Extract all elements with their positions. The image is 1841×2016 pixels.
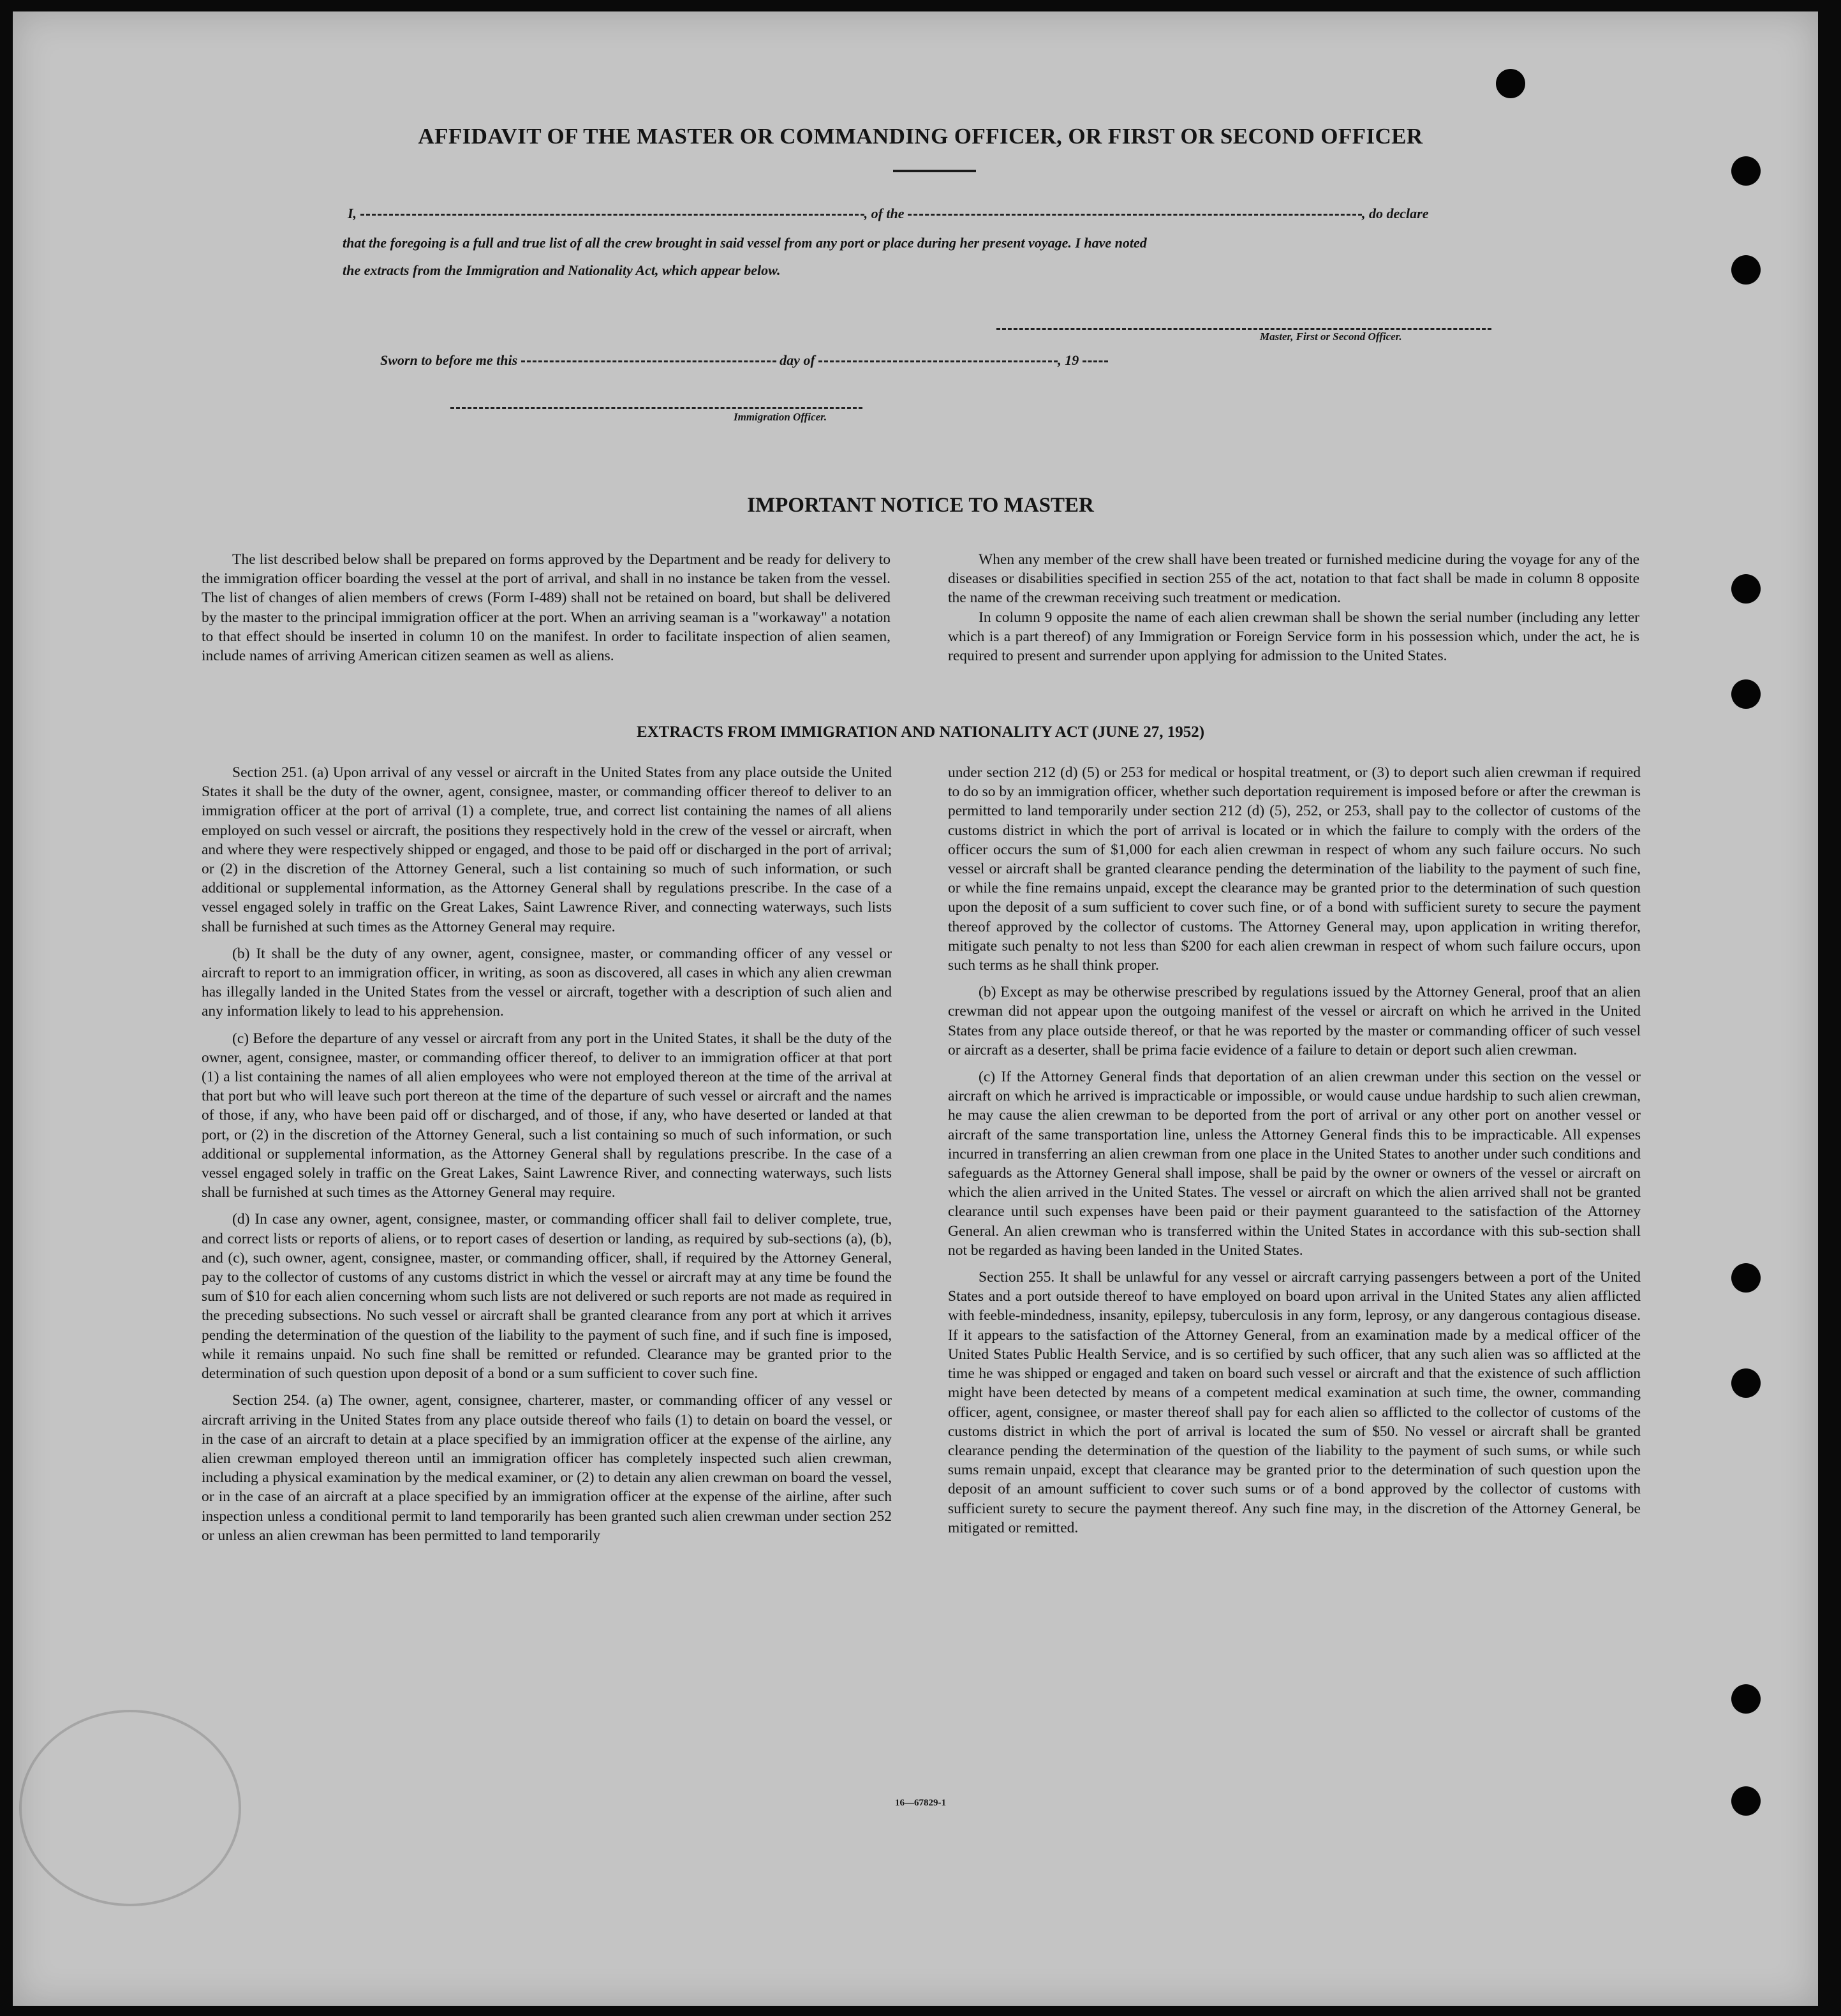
act-section-paragraph: Section 251. (a) Upon arrival of any vessel or aircraft in the United States from any place outside the United States it shall be the duty of the owner, agent, consignee, master, or commanding officer thereof to deliver to an immigration officer at the port of arrival (1) a complete, true, and correct list containing the names of all aliens employed on such vessel or aircraft, the positions they respectively hold in the crew of the vessel or aircraft, when and where they were respectively shipped or engaged, and those to be paid off or discharged in the port of arrival; or (2) in the discretion of the Attorney General, such a list containing so much of such information, or such additional or supplemental information, as the Attorney General shall by regulations prescribe. In the case of a vessel engaged solely in traffic on the Great Lakes, Saint Lawrence River, and connecting waterways, such lists shall be furnished at such times as the Attorney General may require. (202, 764, 892, 935)
affidavit-line-1 (348, 205, 1428, 222)
act-section-paragraph: (b) It shall be the duty of any owner, agent, consignee, master, or commanding officer of any vessel or aircraft to report to an immigration officer, in writing, as soon as discovered, all cases in which any alien crewman has illegally landed in the United States from the vessel or aircraft, together with a description of such alien and any information likely to lead to his apprehension. (202, 945, 892, 1020)
form-number: 16—67829-1 (895, 1798, 946, 1808)
act-section-paragraph: (c) If the Attorney General finds that deportation of an alien crewman under this section on the vessel or aircraft on which he arrived is impracticable or impossible, or would cause undue hardship to such alien crewman, he may cause the alien crewman to be deported from the port of arrival or any other port on another vessel or aircraft of the same transportation line, unless the Attorney General finds this to be impracticable. All expenses incurred in transferring an alien crewman from one place in the United States to another under such conditions and safeguards as the Attorney General shall impose, shall be paid by the owner or owners of the vessel or aircraft on which the alien arrived in the United States. The vessel or aircraft on which the alien arrived shall not be granted clearance until such expenses have been paid or their payment guaranteed to the satisfaction of the Attorney General. An alien crewman who is transferred within the United States in accordance with this sub-section shall not be regarded as having been landed in the United States. (948, 1069, 1641, 1259)
notice-paragraph: When any member of the crew shall have been treated or furnished medicine during the voyage for any of the diseases or disabilities specified in section 255 of the act, notation to that fact shall be made in column 8 opposite the name of the crewman receiving such treatment or medication. (948, 551, 1639, 607)
year-label: , 19 (1058, 352, 1079, 368)
binder-hole (1731, 1684, 1761, 1714)
vessel-field[interactable] (908, 214, 1362, 216)
sworn-year-field[interactable] (1083, 360, 1108, 362)
affidavit-i-label: I, (348, 205, 357, 221)
act-section-paragraph: (b) Except as may be otherwise prescribed by regulations issued by the Attorney General, proof that an alien crewman did not appear upon the outgoing manifest of the vessel or aircraft on which he arrived in the United States from any place outside thereof, or that he was reported by the master or commanding officer of such vessel or aircraft as a deserter, shall be prima facie evidence of a failure to detain or deport such alien crewman. (948, 984, 1641, 1058)
master-signature-label: Master, First or Second Officer. (1260, 330, 1402, 343)
notice-left-column (202, 550, 891, 665)
notice-title: IMPORTANT NOTICE TO MASTER (747, 494, 1094, 517)
binder-hole (1731, 255, 1761, 285)
sworn-line (380, 352, 1108, 369)
act-section-paragraph: (d) In case any owner, agent, consignee, master, or commanding officer shall fail to deliver complete, true, and correct lists or reports of aliens, or to report cases of desertion or landing, as required by sub-sections (a), (b), and (c), such owner, agent, consignee, master, or commanding officer, shall, if required by the Attorney General, pay to the collector of customs of any customs district in which the vessel or aircraft may at any time be found the sum of $10 for each alien concerning whom such lists are not delivered or such reports are not made as required in the preceding subsections. No such vessel or aircraft shall be granted clearance from any port at which it arrives pending the determination of the question of the liability to the payment of such fine, and if such fine is imposed, while it remains unpaid. No such fine shall be remitted or refunded. Clearance may be granted prior to the determination of such question upon deposit of a bond or a sum sufficient to cover such fine. (202, 1211, 892, 1382)
immigration-officer-signature-line[interactable] (450, 407, 862, 409)
notice-right-column (948, 550, 1639, 665)
notice-paragraph: In column 9 opposite the name of each alien crewman shall be shown the serial number (including any letter which is a part thereof) of any Immigration or Foreign Service form in his possession which, under the act, he is required to present and surrender upon applying for admission to the United States. (948, 609, 1639, 665)
binder-hole (1731, 1263, 1761, 1293)
master-signature-line[interactable] (996, 328, 1491, 330)
extracts-left-column (202, 763, 892, 1553)
act-section-paragraph: under section 212 (d) (5) or 253 for medical or hospital treatment, or (3) to deport such alien crewman if required to do so by an immigration officer, whether such deportation requirement is imposed before or after the crewman is permitted to land temporarily under section 212 (d) (5), 252, or 253, shall pay to the collector of customs of the customs district in which the port of arrival is located or in which the failure to comply with the orders of the officer occurs the sum of $1,000 for each alien crewman in respect of whom any such failure occurs. No such vessel or aircraft shall be granted clearance pending the determination of the liability to the payment of such fine, or while the fine remains unpaid, except the clearance may be granted prior to the determination of such question upon the deposit of a sum sufficient to cover such fine, or of a bond with sufficient surety to secure the payment thereof approved by the collector of customs. The Attorney General may, upon application in writing therefor, mitigate such penalty to not less than $200 for each alien crewman in respect of whom such failure occurs, upon such terms as he shall think proper. (948, 764, 1641, 974)
notice-paragraph: The list described below shall be prepared on forms approved by the Department and be ready for delivery to the immigration officer boarding the vessel at the port of arrival, and shall in no instance be taken from the vessel. The list of changes of alien members of crews (Form I-489) shall not be retained on board, but shall be delivered by the master to the principal immigration officer at the port. When an arriving seaman is a "workaway" a notation to that effect should be inserted in column 10 on the manifest. In order to facilitate inspection of alien seamen, include names of arriving American citizen seamen as well as aliens. (202, 551, 891, 665)
binder-hole (1731, 679, 1761, 709)
affidavit-line-3: the extracts from the Immigration and Nationality Act, which appear below. (343, 262, 781, 278)
sworn-label: Sworn to before me this (380, 352, 518, 368)
of-the-label: , of the (864, 205, 905, 221)
act-section-paragraph: Section 255. It shall be unlawful for any vessel or aircraft carrying passengers between a port of the United States and a port outside thereof to have employed on board upon arrival in the United States any alien afflicted with feeble-mindedness, insanity, epilepsy, tuberculosis in any form, leprosy, or any dangerous contagious disease. If it appears to the satisfaction of the Attorney General, from an examination made by a medical officer of the United States Public Health Service, and is so certified by such officer, that any such alien was so afflicted at the time he was shipped or engaged and taken on board such vessel or aircraft and that the existence of such affliction might have been detected by means of a competent medical examination at such time, the owner, commanding officer, agent, consignee, or master thereof shall pay for each alien so afflicted to the collector of customs of the customs district in which the port of arrival is located the sum of $50. No vessel or aircraft shall be granted clearance pending the determination of the question of the liability to the payment of such sums, or while such sums remain unpaid, except that clearance may be granted prior to the determination of such question upon the deposit of an amount sufficient to cover such sums or of a bond approved by the collector of customs with sufficient surety to secure the payment thereof. Any such fine may, in the discretion of the Attorney General, be mitigated or remitted. (948, 1269, 1641, 1536)
name-field[interactable] (360, 214, 864, 216)
title-underline (893, 170, 976, 172)
bleed-through-text (765, 100, 776, 119)
immigration-officer-label: Immigration Officer. (734, 411, 827, 423)
act-section-paragraph: Section 254. (a) The owner, agent, consignee, charterer, master, or commanding officer of any vessel or aircraft arriving in the United States from any place outside thereof who fails (1) to detain on board the vessel, or in the case of an aircraft to detain at a place specified by an immigration officer at the expense of the airline, any alien crewman employed thereon until an immigration officer has completely inspected such alien crewman, including a physical examination by the medical examiner, or (2) to detain any alien crewman on board the vessel, or in the case of an aircraft at a place specified by an immigration officer at the expense of the airline, after such inspection unless a conditional permit to land temporarily has been granted such alien crewman under section 252 or unless an alien crewman has been permitted to land temporarily (202, 1392, 892, 1544)
binder-hole (1731, 156, 1761, 186)
sworn-month-field[interactable] (818, 360, 1058, 362)
affidavit-line-2: that the foregoing is a full and true list of all the crew brought in said vessel from any port or place during her present voyage. I have noted (343, 235, 1147, 251)
binder-hole (1731, 1368, 1761, 1398)
binder-hole (1731, 574, 1761, 604)
day-of-label: day of (780, 352, 815, 368)
affidavit-title: AFFIDAVIT OF THE MASTER OR COMMANDING OFFICER, OR FIRST OR SECOND OFFICER (418, 124, 1423, 149)
binder-hole (1496, 69, 1525, 98)
do-declare-label: , do declare (1362, 205, 1429, 221)
sworn-day-field[interactable] (521, 360, 776, 362)
extracts-title: EXTRACTS FROM IMMIGRATION AND NATIONALITY ACT (JUNE 27, 1952) (636, 723, 1205, 741)
extracts-right-column (948, 763, 1641, 1545)
act-section-paragraph: (c) Before the departure of any vessel or aircraft from any port in the United States, it shall be the duty of the owner, agent, consignee, master, or commanding officer thereof, to deliver to an immigration officer at that port (1) a list containing the names of all alien employees who were not employed thereon at the time of the arrival at that port but who will leave such port thereon at the time of the departure of such vessel or aircraft and the names of those, if any, who have been paid off or discharged, and of those, if any, who have deserted or landed at that port, or (2) in the discretion of the Attorney General, such a list containing so much of such information, or such additional or supplemental information, as the Attorney General shall by regulations prescribe. In the case of a vessel engaged solely in traffic on the Great Lakes, Saint Lawrence River, and connecting waterways, such lists shall be furnished at such times as the Attorney General may require. (202, 1030, 892, 1201)
